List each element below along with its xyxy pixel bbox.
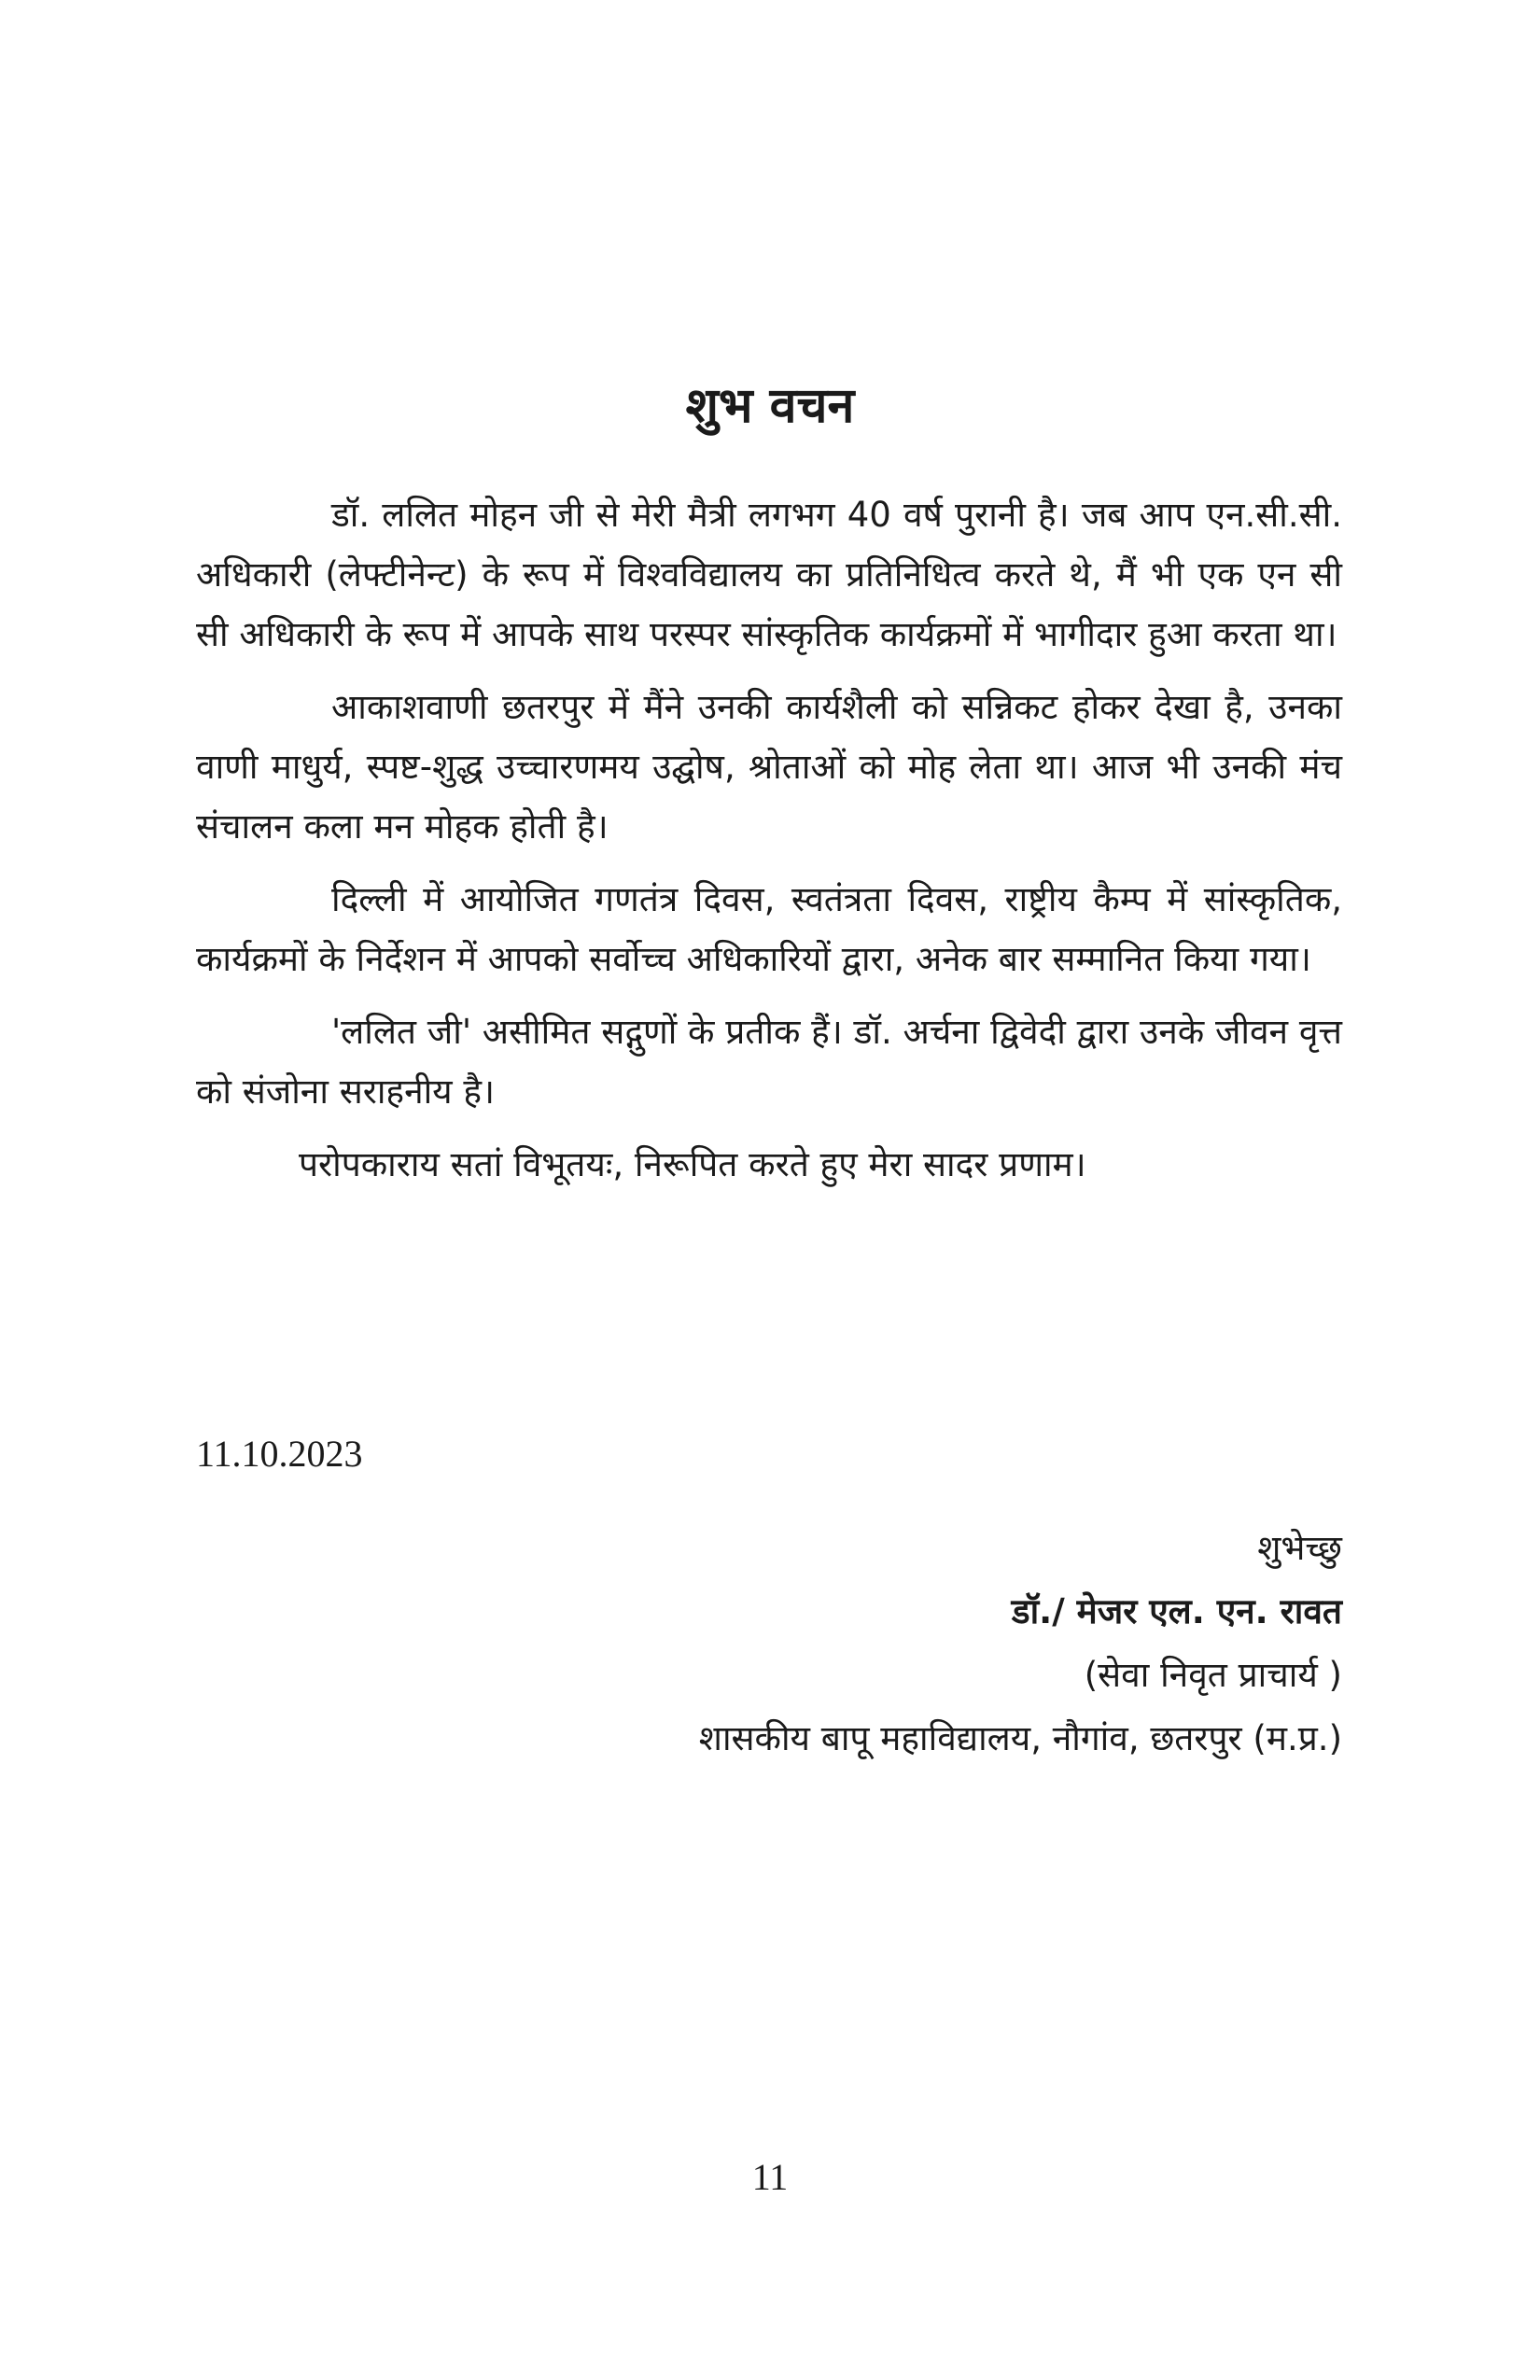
letter-date: 11.10.2023 xyxy=(196,1433,363,1475)
signature-institution: शासकीय बापू महाविद्यालय, नौगांव, छतरपुर (म.प्र.) xyxy=(698,1718,1342,1758)
paragraph-virtues: 'ललित जी' असीमित सद्गुणों के प्रतीक हैं। डॉ. अर्चना द्विवेदी द्वारा उनके जीवन वृत्त को संजोना सराहनीय है। xyxy=(196,1012,1342,1112)
page-number: 11 xyxy=(751,2156,789,2198)
page-title: शुभ वचन xyxy=(685,377,855,434)
signature-greeting: शुभेच्छु xyxy=(1257,1528,1342,1568)
paragraph-salutation: परोपकाराय सतां विभूतयः, निरूपित करते हुए मेरा सादर प्रणाम। xyxy=(299,1144,1086,1184)
signature-name: डॉ./ मेजर एल. एन. रावत xyxy=(1011,1591,1342,1631)
paragraph-honours: दिल्ली में आयोजित गणतंत्र दिवस, स्वतंत्रता दिवस, राष्ट्रीय कैम्प में सांस्कृतिक, कार्यक्रमों के निर्देशन में आपको सर्वोच्च अधिकारियों द्वारा, अनेक बार सम्मानित किया गया। xyxy=(196,879,1343,979)
letter-body xyxy=(196,485,1342,1208)
signature-designation: (सेवा निवृत प्राचार्य ) xyxy=(1084,1655,1342,1695)
paragraph-akashvani: आकाशवाणी छतरपुर में मैंने उनकी कार्यशैली को सन्निकट होकर देखा है, उनका वाणी माधुर्य, स्पष्ट-शुद्ध उच्चारणमय उद्घोष, श्रोताओं को मोह लेता था। आज भी उनकी मंच संचालन कला मन मोहक होती है। xyxy=(196,687,1342,847)
paragraph-friendship: डॉ. ललित मोहन जी से मेरी मैत्री लगभग 40 वर्ष पुरानी है। जब आप एन.सी.सी. अधिकारी (लेफ्टीनेन्ट) के रूप में विश्वविद्यालय का प्रतिनिधित्व करते थे, मैं भी एक एन सी सी अधिकारी के रूप में आपके साथ परस्पर सांस्कृतिक कार्यक्रमों में भागीदार हुआ करता था। xyxy=(196,495,1342,654)
signature-block xyxy=(409,1517,1342,1771)
